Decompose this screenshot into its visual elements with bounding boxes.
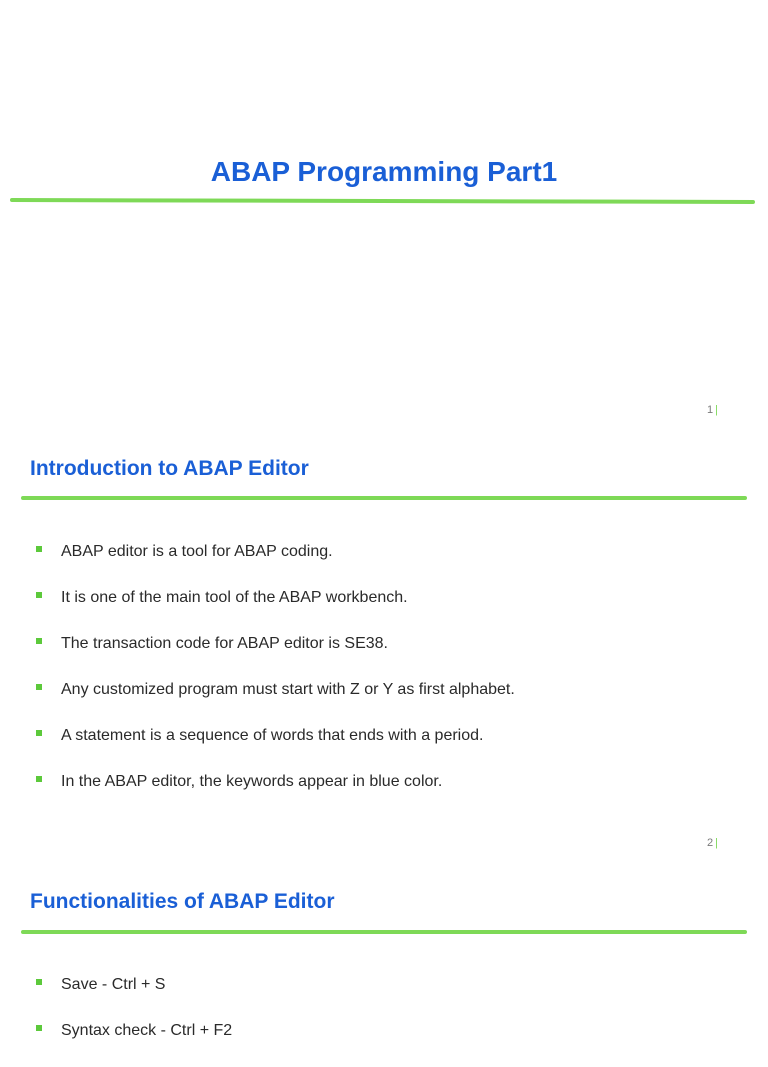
page-number: [707, 837, 718, 849]
presentation-title: ABAP Programming Part1: [210, 156, 558, 187]
functionalities-heading: Functionalities of ABAP Editor: [30, 890, 335, 913]
list-item: [0, 772, 515, 818]
bullet-square-icon: [36, 776, 42, 782]
bullet-square-icon: [36, 592, 42, 598]
list-item: [0, 588, 515, 634]
bullet-text: Syntax check - Ctrl + F2: [61, 1022, 233, 1039]
title-slide: [0, 0, 768, 433]
intro-divider: [21, 496, 747, 500]
bullet-text: Any customized program must start with Z or Y as first alphabet.: [61, 681, 515, 698]
list-item: [0, 634, 515, 680]
page-number-value: 2: [707, 837, 714, 849]
bullet-text: It is one of the main tool of the ABAP workbench.: [61, 589, 408, 606]
bullet-text: In the ABAP editor, the keywords appear in blue color.: [61, 773, 443, 790]
bullet-text: ABAP editor is a tool for ABAP coding.: [61, 543, 333, 560]
bullet-text: A statement is a sequence of words that ends with a period.: [61, 727, 484, 744]
bullet-square-icon: [36, 546, 42, 552]
bullet-square-icon: [36, 979, 42, 985]
bullet-square-icon: [36, 1025, 42, 1031]
intro-heading: Introduction to ABAP Editor: [30, 457, 309, 480]
title-divider: [10, 198, 755, 204]
page-number: [707, 404, 718, 416]
list-item: [0, 542, 515, 588]
bullet-square-icon: [36, 730, 42, 736]
intro-bullet-list: [0, 542, 515, 818]
list-item: [0, 726, 515, 772]
list-item: [0, 1021, 232, 1067]
functionalities-bullet-list: [0, 975, 232, 1067]
page-number-separator: |: [715, 837, 718, 849]
list-item: [0, 975, 232, 1021]
functionalities-divider: [21, 930, 747, 934]
bullet-text: Save - Ctrl + S: [61, 976, 166, 993]
bullet-square-icon: [36, 684, 42, 690]
bullet-text: The transaction code for ABAP editor is SE38.: [61, 635, 388, 652]
page-number-separator: |: [715, 404, 718, 416]
bullet-square-icon: [36, 638, 42, 644]
list-item: [0, 680, 515, 726]
page-number-value: 1: [707, 404, 714, 416]
